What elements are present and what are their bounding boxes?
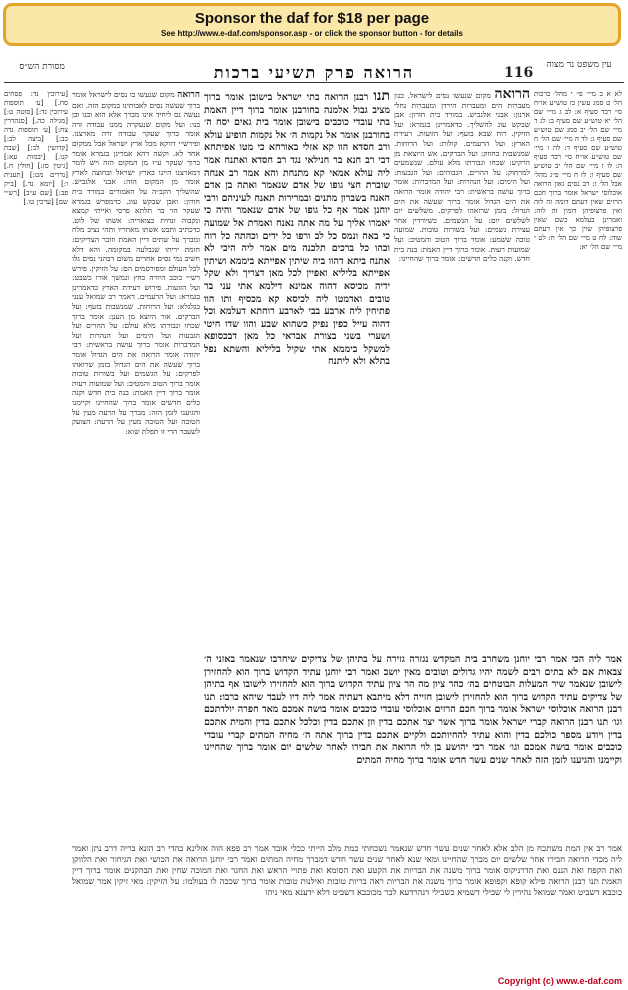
copyright-notice[interactable]: Copyright (c) www.e-daf.com [497,976,622,986]
gemara-bottom-text: אמר רב אין המת משתכח מן הלב אלא לאחר שנים עשר חדש שנאמר נשכחתי כמת מלב הייתי ככלי אובד אמר רב פפא הוה אזלינא בהדי רב הונא בריה דרב נתן ואמר ליה מכדי הרואה חבירו אחר שלשים יום מברך שהחיינו ומאי שנא לאחר שנים עשר חדש דמברך מחיה המתים ואמר רבי יוחנן הרואה את הכושי ואת הגיחור ואת הלווקן ואת הקפח ואת הננס ואת הדרניקוס אומר ברוך משנה את הבריות את הקטע ואת הסומא ואת פתויי הראש ואת החגר ואת המוכה שחין ואת הבהקנים אומר ברוך דיין האמת תנו רבנן הרואה פילא קופא וקפופא אומר ברוך משנה את הבריות ראה בריות טובות ואילנות טובות אומר ברוך שככה לו בעולמו: על הזיקין: מאי זיקין אמר שמואל כוכבא דשביט ואמר שמואל נהירין לי שבילי דשמיא כשבילי דנהרדעא לבר מכוכבא דשביט דלא ידענא מאי ניהו [72,844,622,898]
masoret-hashas-column [4,90,68,790]
ein-mishpat-text: לא א ב מיי׳ פ״ י מהל׳ ברכות הל׳ ט סמג עשין כז טוש״ע או״ח סי׳ רכד סעיף א: לב ג מיי׳ שם הל׳ יא טוש״ע שם סעיף ב: לג ד מיי׳ שם הל׳ יב סמג שם טוש״ע שם סעיף ג: לד ה מיי׳ שם הל׳ ח טוש״ע שם סעיף ד: לה ו מיי׳ שם טוש״ע או״ח סי׳ רכד סעיף ה: לו ז מיי׳ שם הל׳ יב טוש״ע שם סעיף ו: לז ח מיי׳ פ״ג מהל׳ אבל הל׳ ז: רב נסים גאון הרואה אוכלוסי ישראל אומר ברוך חכם הרזים שאין דעתם דומה זה לזה ואין פרצופיהן דומין זה לזה: ואמרינן בעלמא כשם שאין פרצופיהן שוין כך אין דעתם שוה: לח ט מיי׳ שם הל׳ ח: לט י מיי׳ שם הל׳ יא: [534,90,622,251]
masoret-hashas-heading: מסורת הש״ס [19,62,65,72]
sponsor-banner-subtitle[interactable]: See http://www.e-daf.com/sponsor.asp - or click the sponsor button - for details [161,29,463,38]
page-header [4,60,624,82]
rashi-column [394,90,530,650]
tosafot-text: מקום שנעשו בו נסים לישראל אומר ברוך שעשה נסים לאבותינו במקום הזה. ואם נעשה נס ליחיד אינו מברך אלא הוא ובנו ובן בנו: ועל מקום שנעקרה ממנו עבודה זרה אומר ברוך שעקר עבודה זרה מארצנו. ופירש״י דווקא מכל ארץ ישראל אבל ממקום אחד לא. וקשה דהא אמרינן בגמרא אומר ברוך שעקר ע״ז מן המקום הזה ויש לומר דמארצנו היינו בארץ ישראל ובחוצה לארץ אומר מן המקום הזה: אבני אלגביש. שהשליך הקב״ה על האמורים במורד בית חורון: ואבן שבקש עוג. כדמפרש בגמרא שעקר הר בר תלתא פרסי ואייתי קמצא ונקבוה ונחית בצואריה: אשתו של לוט. כדכתיב ותבט אשתו מאחריו ותהי נציב מלח ומברך על שתים דיין האמת וזוכר הצדיקים: חומת יריחו שנבלעה במקומה. והא דלא חשיב נמי נסים אחרים משום דבהני נסים גלו לכל העולם ומפורסמים הם: על הזיקין. פירש רש״י כוכב היורה כחץ ונמשך אורו כשבט: ועל הזועות. פירוש רעידת הארץ כדאמרינן בגמרא: ועל הרעמים. דאמר רב שמואל ענני בגלגלא: ועל הרוחות. שמנשבות בזעף: ועל הברקים. אור היוצא מן הענן: אומר ברוך שכחו וגבורתו מלא עולם: על ההרים ועל הגבעות ועל הימים ועל הנהרות ועל המדברות אומר ברוך עושה בראשית: רבי יהודה אומר הרואה את הים הגדול אומר ברוך שעשה את הים הגדול בזמן שרואהו לפרקים: על הגשמים ועל בשורות טובות אומר ברוך הטוב והמטיב: ועל שמועות רעות אומר ברוך דיין האמת: בנה בית חדש וקנה כלים חדשים אומר ברוך שהחיינו וקיימנו והגיענו לזמן הזה: מברך על הרעה מעין על הטובה ועל הטובה מעין על הרעה: הצועק לשעבר הרי זו תפלת שוא: [72,90,200,436]
gemara-opening-word: תנו [373,90,390,104]
rashi-opening-word: הרואה [494,90,530,102]
masoret-hashas-text: [עירובין נד: פסחים סח.] [ע׳ תוספות עירובין נד:] [סוטה ט:] [מגילה כה.] [סנהדרין צח:] [ע׳ תוספות נדה כב:] [ביצה לב:] [קדושין לב:] [שבת קנו.] [יבמות עא:] [גיטין סז:] [חולין ח.] [נדרים מט:] [תענית ו:] [יומא נד.] [ב״ק פב:] [שם ע״ב] [רש״י שם] [ערכין טו.] [4,90,68,206]
talmud-page [4,54,624,974]
gemara-text: רבנן הרואה בתי ישראל בישובן אומר ברוך מציב גבול אלמנה בחורבנן אומר ברוך דיין האמת בתי עובדי כוכבים בישובן אומר בית גאים יסח ה׳ בחורבנן אומר אל נקמות ה׳ אל נקמות הופיע עולא ורב חסדא הוו קא אזלי באורחא כי מטו אפיתחא דבי רב חנא בר חנילאי נגד רב חסדא ואתנח אמר ליה עולא אמאי קא מתנחת והא אמר רב אנחה שוברת חצי גופו של אדם שנאמר ואתה בן אדם האנח בשברון מתנים ובמרירות תאנח לעיניהם ורבי יוחנן אמר אף כל גופו של אדם שנאמר והיה כי יאמרו אליך על מה אתה נאנח ואמרת אל שמועה כי באה ונמס כל לב ורפו כל ידים וכהתה כל רוח וכהו כל ברכים תלכנה מים אמר ליה היכי לא אתנח ביתא דהוו ביה שיתין אפייתא ביממא ושיתין אפייתא בליליא ואפיין לכל מאן דצריך ולא שקל ידיה מכיסא דהוה אמינא דילמא אתי עני בר טובים ואדמטו ליה לכיסא קא מכסיף ותו הוו פתיחין ליה ארבע בבי לארבע רוחתא דעלמא וכל דהוה עייל כפין נפיק כשהוא שבע והוו שדו חיטי ושערי בשני בצורת אבראי כל מאן דבכסופא למשקל ביממא אתי שקיל בליליא והשתא נפל בתלא ולא ליתנח [204,92,390,368]
ein-mishpat-heading: עין משפט נר מצוה [546,60,612,70]
gemara-continuation-text: אמר ליה הכי אמר רבי יוחנן משחרב בית המקדש נגזרה גזירה על בתיהן של צדיקים שיחרבו שנאמר באזני ה׳ צבאות אם לא בתים רבים לשמה יהיו גדולים וטובים מאין יושב ואמר רבי יוחנן עתיד הקדוש ברוך הוא להחזירן לישובן שנאמר שיר המעלות הבוטחים בה׳ כהר ציון מה הר ציון עתיד הקדוש ברוך הוא להחזירו לישובו אף בתיהן של צדיקים עתיד הקדוש ברוך הוא להחזירן לישובן חזייה דלא מיתבא דעתיה אמר ליה דיו לעבד שיהא כרבו: תנו רבנן הרואה אוכלוסי ישראל אומר ברוך חכם הרזים אוכלוסי עובדי כוכבים אומר בושה אמכם מאד חפרה יולדתכם וגו׳ תנו רבנן הרואה קברי ישראל אומר ברוך אשר יצר אתכם בדין וזן אתכם בדין וכלכל אתכם בדין והמית אתכם בדין ויודע מספר כולכם בדין והוא עתיד להחיותכם ולקיים אתכם בדין ברוך אתה ה׳ מחיה המתים קברי עובדי כוכבים אומר בושה אמכם וגו׳ אמר רבי יהושע בן לוי הרואה את חבירו לאחר שלשים יום אומר ברוך שהחיינו וקיימנו והגיענו לזמן הזה לאחר שנים עשר חדש אומר ברוך מחיה המתים [204,654,622,766]
gemara-column [204,90,390,650]
tosafot-column [72,90,200,790]
gemara-continuation [204,654,622,844]
header-divider [4,82,624,83]
sponsor-banner-title[interactable]: Sponsor the daf for $18 per page [194,10,430,27]
page-number: 116 [504,65,534,81]
sponsor-banner[interactable] [3,3,621,46]
tosafot-opening-word: הרואה [177,90,200,100]
rashi-text: מקום שנעשו נסים לישראל. כגון מעברות הים ומעברות הירדן ומעברות נחלי ארנון: אבני אלגביש. במורד בית חורון: אבן שבקש עוג להשליך. כדאמרינן בגמרא: ועל הזיקין. רוח שבא בזעף: ועל הזועות. רעידת הארץ: ועל הרעמים. קולות: ועל הרוחות. שמנשבות בחוזק: ועל הברקים. אש היוצאת מן הרקיע: שכחו וגבורתו מלא עולם. שנשמעים למרחוק: על ההרים. הגבוהים: ועל הגבעות: ועל הימים: ועל הנהרות: ועל המדברות: אומר ברוך עושה בראשית: רבי יהודה אומר הרואה את הים הגדול אומר ברוך שעשה את הים הגדול: בזמן שרואהו לפרקים. משלשים יום לשלשים יום: על הגשמים. כשיורדין אחר עצירת גשמים: ועל בשורות טובות. שמועה טובה ששמע: אומר ברוך הטוב והמטיב: ועל שמועות רעות. אומר ברוך דיין האמת: בנה בית חדש. וקנה כלים חדשים: אומר ברוך שהחיינו: [394,91,530,264]
ein-mishpat-column [534,90,622,650]
gemara-bottom-block [72,844,622,974]
running-head: הרואה פרק תשיעי ברכות [213,63,415,82]
